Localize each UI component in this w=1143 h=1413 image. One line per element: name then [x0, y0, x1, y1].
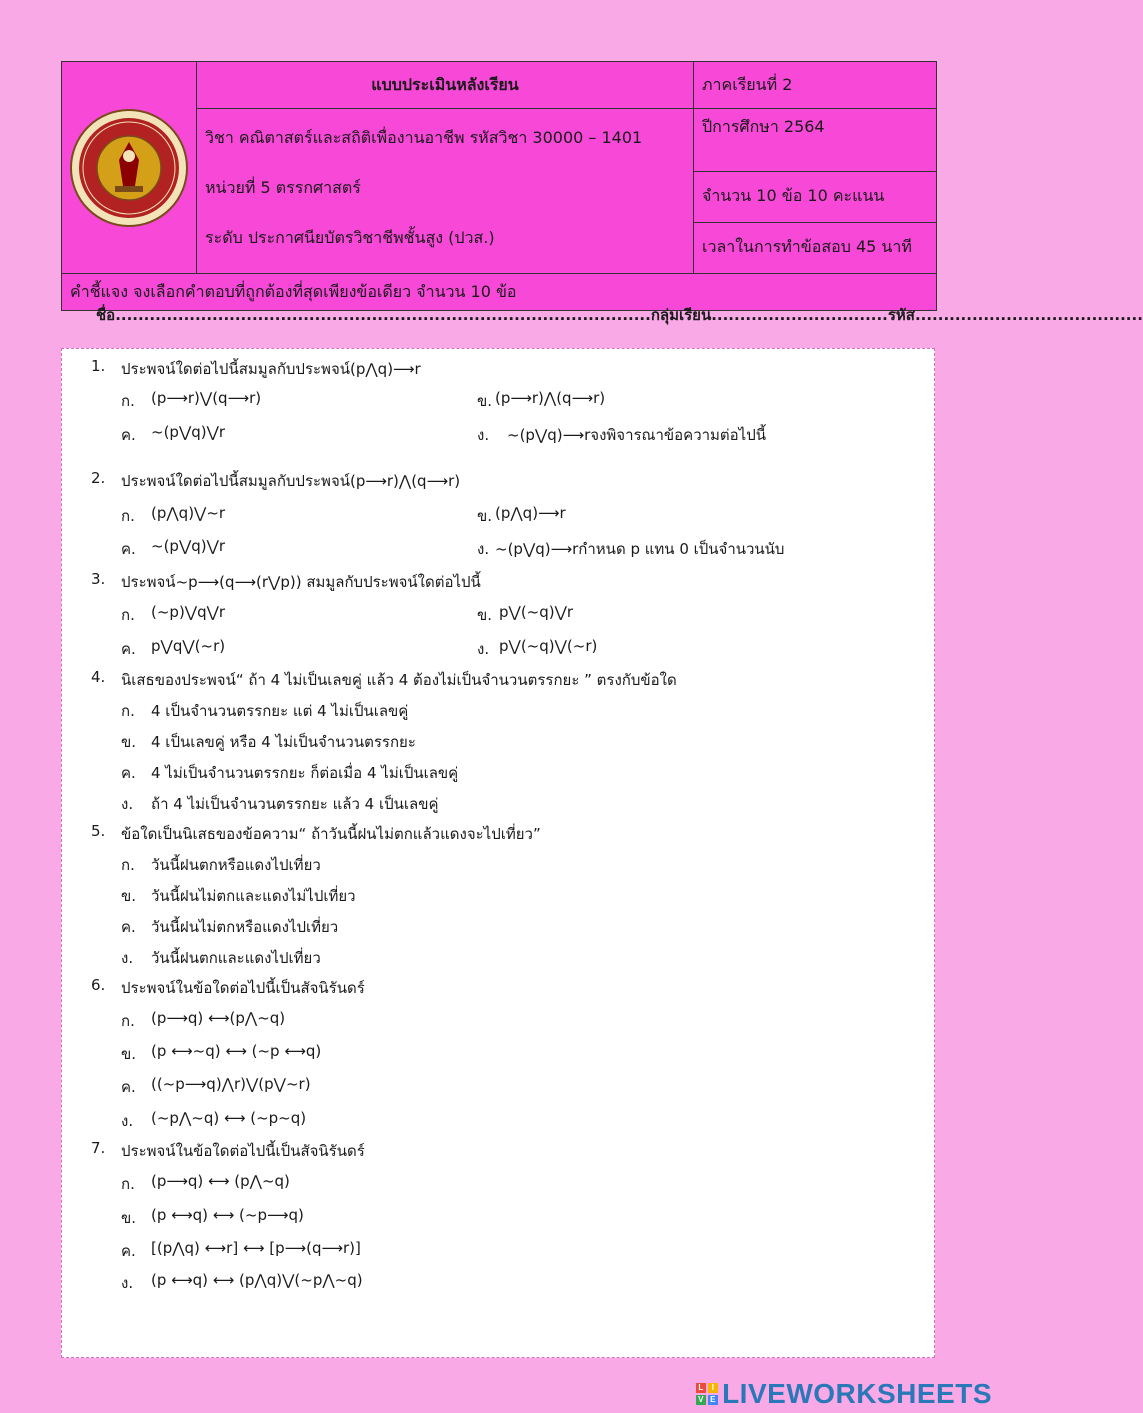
option-text: ~(p⋁q)⟶rกำหนด p แทน 0 เป็นจำนวนนับ [495, 540, 785, 558]
academic-year: ปีการศึกษา 2564 [694, 109, 937, 172]
mark-letter: E [708, 1395, 718, 1405]
option-text: วันนี้ฝนไม่ตกและแดงไม่ไปเที่ยว [151, 887, 356, 905]
question-number: 1. [91, 357, 106, 375]
option-label: ค. [121, 426, 136, 444]
option-label: ง. [477, 540, 490, 558]
option-text: 4 ไม่เป็นจำนวนตรรกยะ ก็ต่อเมื่อ 4 ไม่เป็นเลขคู่ [151, 764, 459, 782]
option-text: 4 เป็นจำนวนตรรกยะ แต่ 4 ไม่เป็นเลขคู่ [151, 702, 409, 720]
option-label: ก. [121, 702, 135, 720]
question-text: ประพจน์ใดต่อไปนี้สมมูลกับประพจน์(p⟶r)⋀(q⟶r) [121, 472, 461, 490]
option-text: (p⋀q)⋁~r [151, 504, 226, 522]
brand-text: LIVEWORKSHEETS [722, 1378, 992, 1409]
option-label: ข. [121, 1045, 137, 1063]
question-number: 3. [91, 570, 106, 588]
option-label: ก. [121, 1175, 135, 1193]
option-text: p⋁(~q)⋁r [499, 603, 574, 621]
option-text: ~(p⋁q)⋁r [151, 537, 226, 555]
question-number: 5. [91, 822, 106, 840]
option-text: (p⟶r)⋀(q⟶r) [495, 389, 606, 407]
mark-letter: V [696, 1395, 706, 1405]
option-label: ข. [121, 887, 137, 905]
liveworksheets-logo[interactable] [696, 1378, 992, 1410]
vocational-seal-icon [69, 108, 189, 228]
option-label: ข. [121, 1209, 137, 1227]
question-number: 4. [91, 668, 106, 686]
option-text: (~p)⋁q⋁r [151, 603, 226, 621]
option-text: (~p⋀~q) ⟷ (~p~q) [151, 1109, 307, 1127]
option-label: ก. [121, 856, 135, 874]
option-label: ค. [121, 764, 136, 782]
option-label: ข. [477, 392, 493, 410]
option-label: ค. [121, 918, 136, 936]
mark-letter: I [708, 1383, 718, 1393]
level-line: ระดับ ประกาศนียบัตรวิชาชีพชั้นสูง (ปวส.) [205, 228, 495, 247]
question-number: 2. [91, 469, 106, 487]
course-info [197, 109, 694, 274]
option-text: วันนี้ฝนตกและแดงไปเที่ยว [151, 949, 321, 967]
question-text: ประพจน์ใดต่อไปนี้สมมูลกับประพจน์(p⋀q)⟶r [121, 360, 421, 378]
header-table [61, 61, 937, 311]
option-label: ง. [477, 640, 490, 658]
student-info-line[interactable]: ชื่อ..............................................................................................กลุ่มเรียน...............................รหัส........................................ [96, 306, 1143, 324]
option-text: ~(p⋁q)⟶rจงพิจารณาข้อความต่อไปนี้ [507, 426, 766, 444]
option-text: (p ⟷q) ⟷ (~p⟶q) [151, 1206, 304, 1224]
option-text: (p ⟷~q) ⟷ (~p ⟷q) [151, 1042, 322, 1060]
option-label: ก. [121, 1012, 135, 1030]
instruction: คำชี้แจง จงเลือกคำตอบที่ถูกต้องที่สุดเพียงข้อเดียว จำนวน 10 ข้อ [62, 274, 937, 311]
option-text: ถ้า 4 ไม่เป็นจำนวนตรรกยะ แล้ว 4 เป็นเลขคู่ [151, 795, 439, 813]
logo-cell [62, 62, 197, 274]
option-label: ค. [121, 1078, 136, 1096]
option-label: ง. [477, 426, 490, 444]
option-label: ค. [121, 1242, 136, 1260]
option-text: (p⋀q)⟶r [495, 504, 566, 522]
option-text: (p⟶q) ⟷ (p⋀~q) [151, 1172, 290, 1190]
option-label: ก. [121, 606, 135, 624]
option-label: ง. [121, 1112, 134, 1130]
option-text: วันนี้ฝนตกหรือแดงไปเที่ยว [151, 856, 321, 874]
option-label: ข. [121, 733, 137, 751]
option-text: ~(p⋁q)⋁r [151, 423, 226, 441]
question-text: ประพจน์~p⟶(q⟶(r⋁p)) สมมูลกับประพจน์ใดต่อไปนี้ [121, 573, 481, 591]
option-label: ข. [477, 507, 493, 525]
question-number: 7. [91, 1139, 106, 1157]
option-label: ง. [121, 1274, 134, 1292]
question-text: นิเสธของประพจน์“ ถ้า 4 ไม่เป็นเลขคู่ แล้ว 4 ต้องไม่เป็นจำนวนตรรกยะ ” ตรงกับข้อใด [121, 671, 677, 689]
option-text: p⋁(~q)⋁(~r) [499, 637, 598, 655]
option-label: ข. [477, 606, 493, 624]
exam-time: เวลาในการทำข้อสอบ 45 นาที [694, 222, 937, 273]
question-text: ข้อใดเป็นนิเสธของข้อความ“ ถ้าวันนี้ฝนไม่ตกแล้วแดงจะไปเที่ยว” [121, 825, 541, 843]
option-text: วันนี้ฝนไม่ตกหรือแดงไปเที่ยว [151, 918, 339, 936]
question-area [61, 348, 935, 1358]
question-text: ประพจน์ในข้อใดต่อไปนี้เป็นสัจนิรันดร์ [121, 979, 365, 997]
option-label: ก. [121, 507, 135, 525]
question-count: จำนวน 10 ข้อ 10 คะแนน [694, 171, 937, 222]
question-text: ประพจน์ในข้อใดต่อไปนี้เป็นสัจนิรันดร์ [121, 1142, 365, 1160]
option-text: p⋁q⋁(~r) [151, 637, 226, 655]
semester: ภาคเรียนที่ 2 [694, 62, 937, 109]
subject-line: วิชา คณิตาสตร์และสถิติเพื่องานอาชีพ รหัสวิชา 30000 – 1401 [205, 128, 643, 147]
option-text: (p ⟷q) ⟷ (p⋀q)⋁(~p⋀~q) [151, 1271, 363, 1289]
option-text: [(p⋀q) ⟷r] ⟷ [p⟶(q⟶r)] [151, 1239, 361, 1257]
mark-letter: L [696, 1383, 706, 1393]
option-text: (p⟶r)⋁(q⟶r) [151, 389, 262, 407]
option-label: ค. [121, 640, 136, 658]
option-text: ((~p⟶q)⋀r)⋁(p⋁~r) [151, 1075, 311, 1093]
option-text: 4 เป็นเลขคู่ หรือ 4 ไม่เป็นจำนวนตรรกยะ [151, 733, 416, 751]
unit-line: หน่วยที่ 5 ตรรกศาสตร์ [205, 178, 361, 197]
option-label: ค. [121, 540, 136, 558]
option-label: ง. [121, 949, 134, 967]
option-text: (p⟶q) ⟷(p⋀~q) [151, 1009, 286, 1027]
question-number: 6. [91, 976, 106, 994]
form-title: แบบประเมินหลังเรียน [197, 62, 694, 109]
option-label: ง. [121, 795, 134, 813]
liveworksheets-mark-icon [696, 1383, 718, 1405]
option-label: ก. [121, 392, 135, 410]
